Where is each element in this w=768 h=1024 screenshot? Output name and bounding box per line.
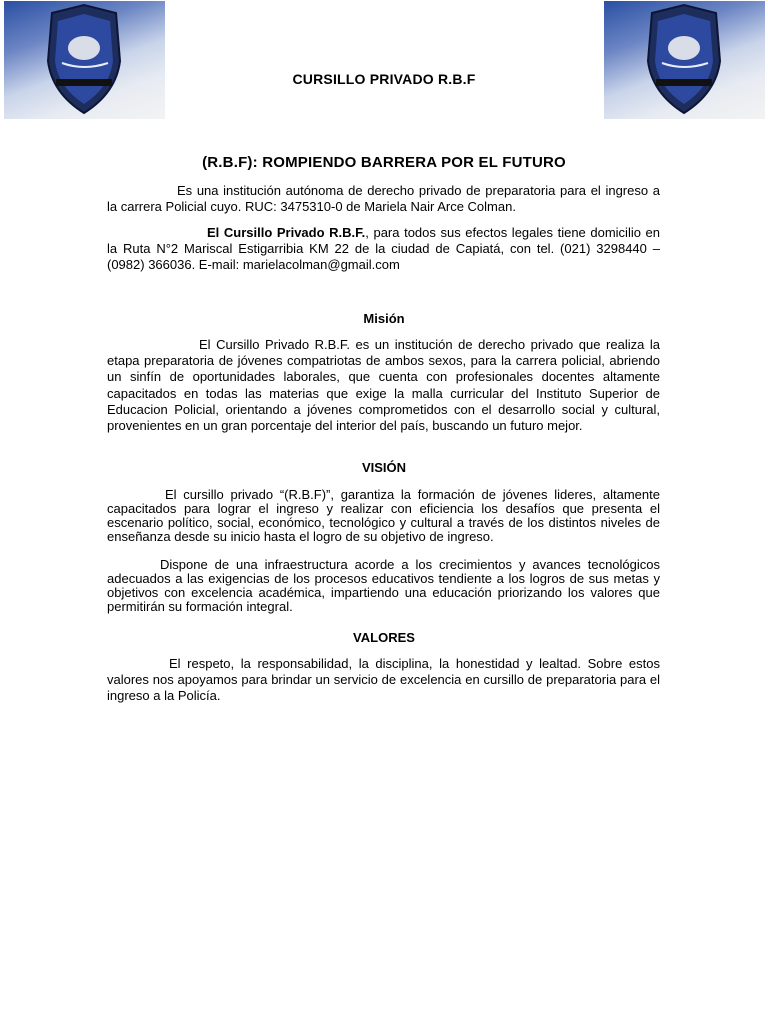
vision-text-2: Dispone de una infraestructura acorde a los crecimientos y avances tecnológicos adecuados a las exigencias de los procesos educativos tendiente a los logros de sus metas y objetivos con excelencia académica, impartiendo una educación priorizando los valores que permitirán su formación integral. xyxy=(107,557,660,614)
logo-right xyxy=(604,1,765,119)
mision-paragraph xyxy=(107,337,660,434)
intro-text-2: , para todos sus efectos legales tiene domicilio en la Ruta N°2 Mariscal Estigarribia KM 22 de la ciudad de Capiatá, con tel. (021) 3298440 – (0982) 366036. E-mail: marielacolman@gmail.com xyxy=(107,225,661,273)
valores-heading: VALORES xyxy=(353,630,415,645)
document-title: CURSILLO PRIVADO R.B.F xyxy=(292,71,476,87)
vision-text-1: El cursillo privado “(R.B.F)”, garantiza la formación de jóvenes lideres, altamente capacitados para lograr el ingreso y realizar con eficiencia los desafíos que presenta el escenario político, social, económico, tecnológico y cultural a través de los distintos niveles de enseñanza desde su inicio hasta el logro de su objetivo de ingreso. xyxy=(107,487,660,544)
shield-crest-icon xyxy=(604,1,765,119)
vision-paragraph-2 xyxy=(107,558,660,614)
intro-text-1: Es una institución autónoma de derecho privado de preparatoria para el ingreso a la carrera Policial cuyo. RUC: 3475310-0 de Mariela Nair Arce Colman. xyxy=(107,183,660,215)
shield-crest-icon xyxy=(4,1,165,119)
logo-left xyxy=(4,1,165,119)
valores-paragraph xyxy=(107,656,660,705)
valores-text: El respeto, la responsabilidad, la disciplina, la honestidad y lealtad. Sobre estos valores nos apoyamos para brindar un servicio de excelencia en cursillo de preparatoria para el ingreso a la Policía. xyxy=(107,656,660,704)
mision-heading: Misión xyxy=(363,311,405,326)
intro-org-name: El Cursillo Privado R.B.F. xyxy=(207,225,366,240)
intro-paragraph-2 xyxy=(107,225,660,274)
vision-heading: VISIÓN xyxy=(361,460,407,475)
intro-paragraph-1 xyxy=(107,183,660,215)
mision-text: El Cursillo Privado R.B.F. es un institución de derecho privado que realiza la etapa preparatoria de jóvenes compatriotas de ambos sexos, para la carrera policial, abriendo un sinfín de oportunidades laborales, que cuenta con profesionales docentes altamente capacitados en todas las materias que exige la malla curricular del Instituto Superior de Educacion Policial, orientando a jóvenes comprometidos con el desarrollo social y cultural, provenientes en un gran porcentaje del interior del país, buscando un futuro mejor. xyxy=(107,337,660,434)
vision-paragraph-1 xyxy=(107,488,660,544)
document-subtitle: (R.B.F): ROMPIENDO BARRERA POR EL FUTURO xyxy=(202,154,566,171)
